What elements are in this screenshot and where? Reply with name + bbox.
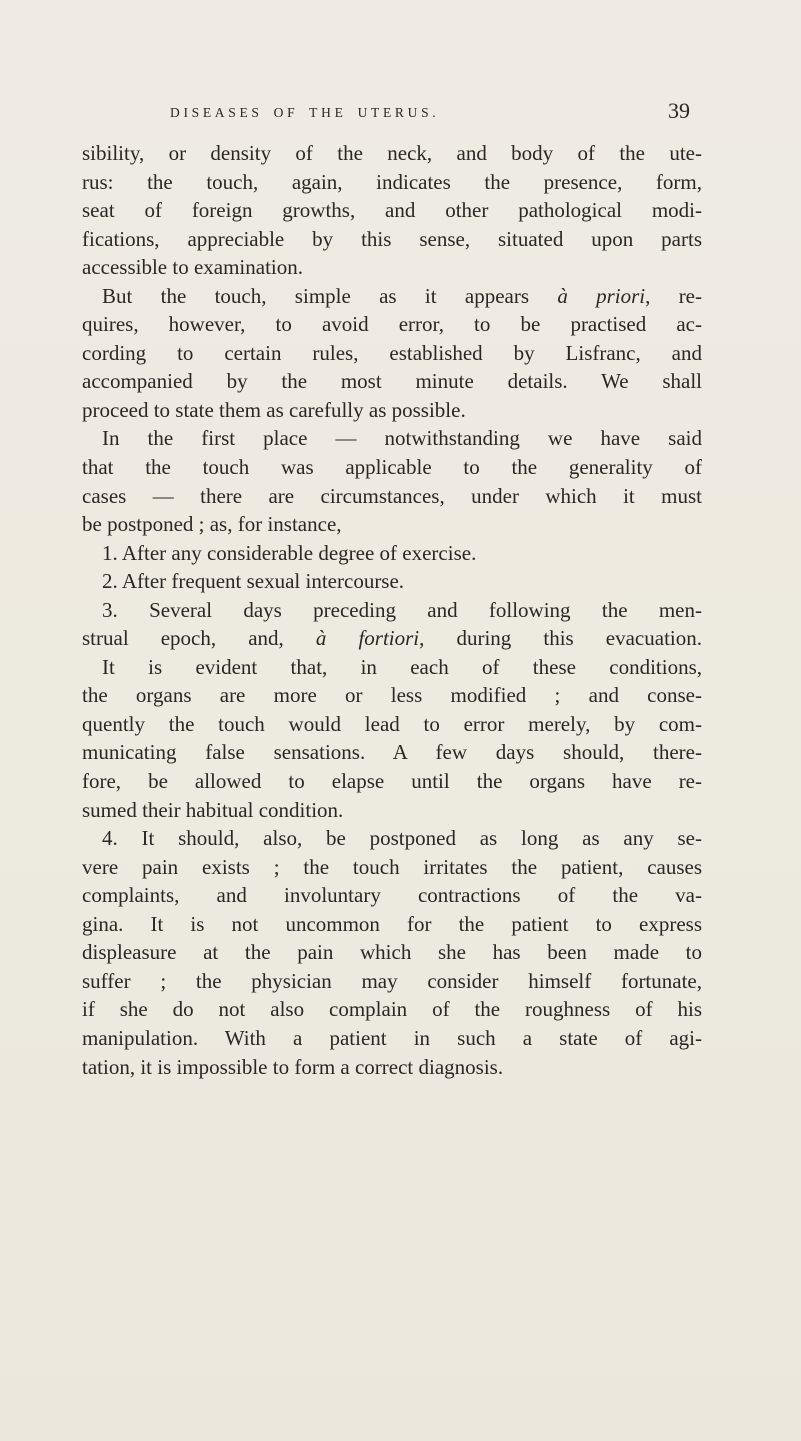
text-line: displeasure at the pain which she has been made to: [82, 940, 702, 965]
text-line: that the touch was applicable to the generality of: [82, 455, 702, 480]
text-line: quently the touch would lead to error merely, by com-: [82, 711, 702, 736]
text-line: fications, appreciable by this sense, situated upon parts: [82, 226, 702, 251]
text-line: municating false sensations. A few days should, there-: [82, 740, 702, 765]
text-segment: , re-: [645, 283, 702, 308]
text-segment: But the touch, simple as it appears: [102, 283, 558, 308]
text-line: cording to certain rules, established by Lisfranc, and: [82, 340, 702, 365]
text-segment: , during this evacuation.: [419, 626, 702, 651]
text-line: vere pain exists ; the touch irritates the patient, causes: [82, 854, 702, 879]
text-line: proceed to state them as carefully as possible.: [82, 397, 466, 422]
text-line: accessible to examination.: [82, 255, 304, 280]
text-segment: strual epoch, and,: [82, 626, 316, 651]
text-line-italic-a-priori: [82, 282, 702, 311]
page-number: 39: [668, 98, 690, 123]
text-line: accompanied by the most minute details. We shall: [82, 369, 702, 394]
text-line: rus: the touch, again, indicates the presence, form,: [82, 169, 702, 194]
text-line: 4. It should, also, be postponed as long as any se-: [102, 826, 702, 851]
text-line: cases — there are circumstances, under which it must: [82, 483, 702, 508]
running-title: DISEASES OF THE UTERUS.: [170, 105, 440, 120]
text-line: 3. Several days preceding and following the men-: [102, 597, 702, 622]
body-text: [82, 139, 702, 1081]
text-line: quires, however, to avoid error, to be practised ac-: [82, 312, 702, 337]
italic-phrase: à fortiori: [315, 626, 420, 651]
text-line: 1. After any considerable degree of exercise.: [102, 540, 477, 565]
text-line: 2. After frequent sexual intercourse.: [102, 569, 405, 594]
running-head: [170, 98, 690, 129]
text-line: complaints, and involuntary contractions of the va-: [82, 883, 702, 908]
text-line: the organs are more or less modified ; and conse-: [82, 683, 702, 708]
text-line: fore, be allowed to elapse until the organs have re-: [82, 769, 702, 794]
text-line: if she do not also complain of the roughness of his: [82, 997, 702, 1022]
text-line: It is evident that, in each of these conditions,: [102, 654, 702, 679]
text-line: In the first place — notwithstanding we have said: [102, 426, 702, 451]
italic-phrase: à priori: [557, 283, 646, 308]
text-line: manipulation. With a patient in such a state of agi-: [82, 1025, 702, 1050]
text-line: suffer ; the physician may consider himself fortunate,: [82, 968, 702, 993]
text-line: tation, it is impossible to form a correct diagnosis.: [82, 1054, 504, 1079]
text-line: be postponed ; as, for instance,: [82, 512, 342, 537]
text-line: sumed their habitual condition.: [82, 797, 344, 822]
text-line: seat of foreign growths, and other pathological modi-: [82, 198, 702, 223]
text-line: sibility, or density of the neck, and body of the ute-: [82, 141, 702, 165]
text-line: gina. It is not uncommon for the patient to express: [82, 911, 702, 936]
text-line-italic-a-fortiori: [82, 624, 702, 653]
